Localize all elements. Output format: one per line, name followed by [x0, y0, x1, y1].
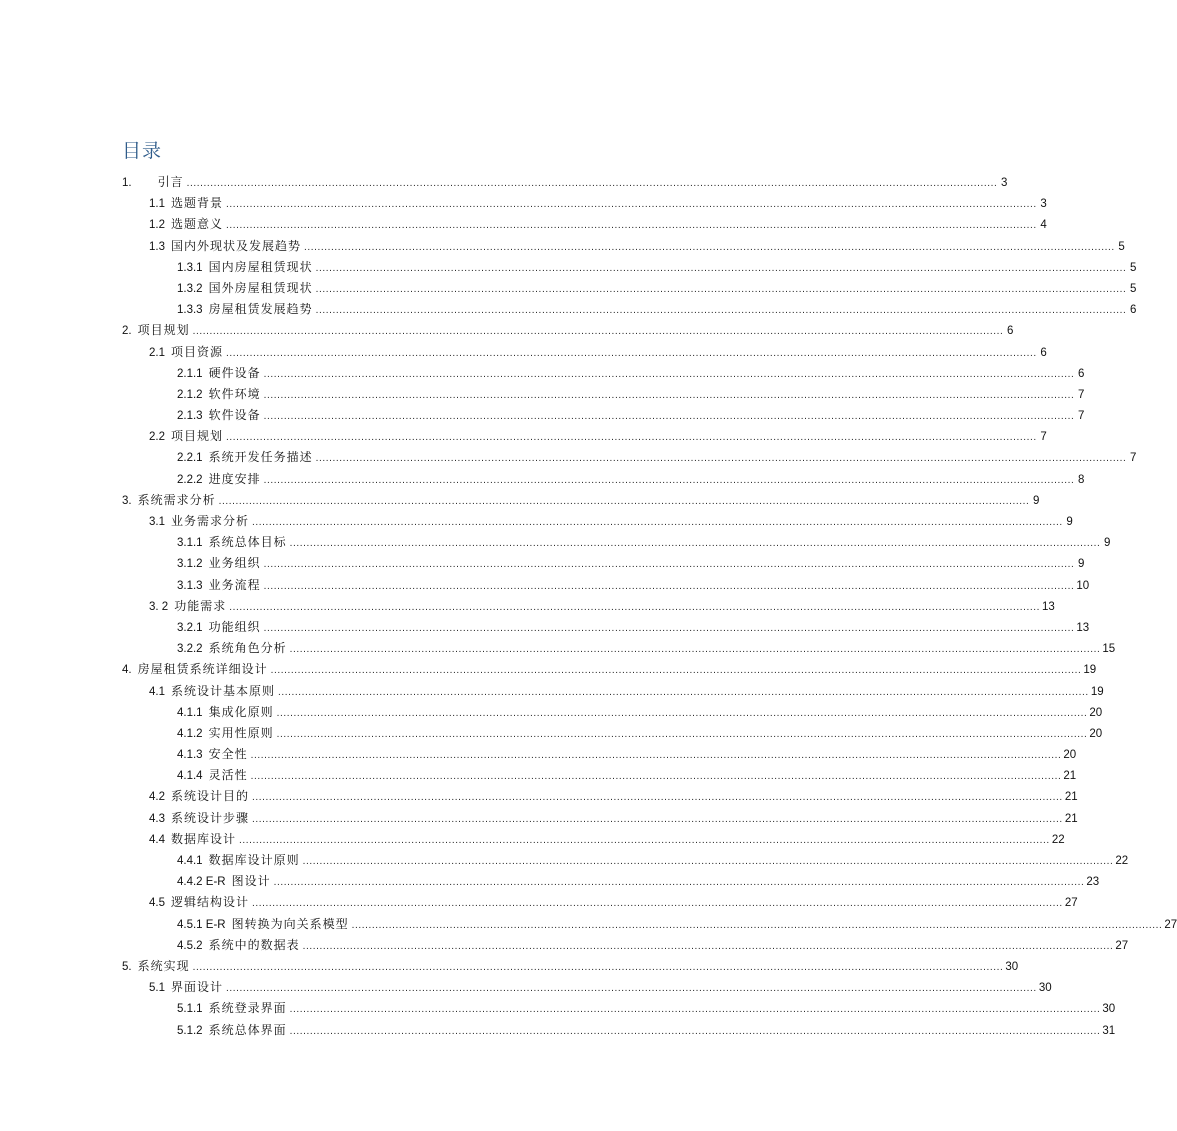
toc-dot-leader: ................................................................................................................................................................................................................................................: [263, 389, 1075, 401]
toc-dot-leader: ................................................................................................................................................................................................................................................: [252, 517, 1063, 528]
toc-dot-leader: ................................................................................................................................................................................................................................................: [252, 792, 1063, 804]
toc-entry-page-number: 3: [1001, 177, 1008, 189]
toc-dot-leader: ................................................................................................................................................................................................................................................: [226, 220, 1037, 232]
toc-entry-page-number: 20: [1089, 727, 1103, 740]
toc-entry-page-number: 22: [1051, 833, 1065, 846]
toc-dot-leader: ................................................................................................................................................................................................................................................: [226, 347, 1037, 359]
toc-dot-leader: ................................................................................................................................................................................................................................................: [315, 262, 1127, 274]
toc-entry-title: 数据库设计原则: [208, 853, 300, 867]
toc-dot-leader: ................................................................................................................................................................................................................................................: [186, 178, 998, 189]
toc-dot-leader: ................................................................................................................................................................................................................................................: [250, 771, 1062, 783]
toc-entry-title: 软件设备: [208, 408, 261, 423]
toc-entry[interactable]: [122, 278, 1137, 299]
toc-entry-page-number: 27: [1164, 918, 1177, 931]
toc-entry-title: 数据库设计: [171, 831, 237, 846]
toc-entry-title: 房屋租赁系统详细设计: [137, 662, 268, 677]
toc-entry-title: 安全性: [208, 747, 248, 762]
toc-entry-title: 国内房屋租赁现状: [208, 259, 313, 274]
toc-title: 目录: [122, 140, 163, 162]
toc-dot-leader: ................................................................................................................................................................................................................................................: [276, 728, 1088, 740]
toc-entry[interactable]: [122, 426, 1047, 447]
toc-entry-page-number: 9: [1077, 558, 1085, 571]
toc-dot-leader: ................................................................................................................................................................................................................................................: [226, 199, 1037, 211]
toc-dot-leader: ................................................................................................................................................................................................................................................: [289, 538, 1101, 550]
toc-dot-leader: ................................................................................................................................................................................................................................................: [302, 856, 1114, 867]
toc-entry-title: 房屋租赁发展趋势: [208, 302, 313, 317]
toc-entry-number: 3. 2: [149, 600, 169, 613]
toc-entry-number: 4.1.4: [177, 770, 203, 783]
toc-entry-page-number: 7: [1077, 388, 1085, 401]
toc-entry[interactable]: [122, 808, 1078, 829]
toc-entry-title: 系统设计目的: [171, 789, 250, 804]
toc-entry-number: 4.1.2: [177, 727, 203, 740]
toc-dot-leader: ................................................................................................................................................................................................................................................: [278, 686, 1089, 698]
toc-entry-page-number: 21: [1063, 770, 1077, 783]
toc-entry-number: 3.1.2: [177, 558, 203, 571]
toc-entry-number: 1.3.1: [177, 261, 203, 274]
toc-dot-leader: ................................................................................................................................................................................................................................................: [351, 919, 1163, 931]
toc-entry-title: 系统设计基本原则: [171, 683, 276, 698]
toc-entry-number: 1.1: [149, 198, 165, 211]
toc-entry-title: 实用性原则: [208, 725, 274, 740]
toc-entry-title: 系统设计步骤: [171, 810, 250, 825]
toc-entry-number: 3.2.2: [177, 643, 203, 656]
toc-entry-number: 5.1.1: [177, 1003, 203, 1016]
toc-entry-title: 系统实现: [137, 958, 190, 973]
toc-entry[interactable]: [122, 935, 1129, 956]
toc-dot-leader: ................................................................................................................................................................................................................................................: [229, 601, 1040, 613]
toc-entry-number: 4.4: [149, 833, 165, 846]
toc-entry-page-number: 22: [1115, 855, 1129, 867]
toc-dot-leader: ................................................................................................................................................................................................................................................: [289, 644, 1101, 656]
toc-entry-page-number: 15: [1102, 643, 1116, 656]
toc-entry-page-number: 13: [1076, 621, 1090, 634]
toc-entry-number: 1.3.3: [177, 304, 203, 317]
toc-entry-title: 软件环境: [208, 386, 261, 401]
toc-dot-leader: ................................................................................................................................................................................................................................................: [263, 411, 1075, 423]
toc-entry[interactable]: [122, 257, 1137, 278]
toc-entry-number: 5.: [122, 960, 132, 973]
toc-entry-page-number: 9: [1066, 516, 1073, 528]
toc-dot-leader: ................................................................................................................................................................................................................................................: [263, 580, 1075, 592]
toc-entry[interactable]: [122, 659, 1097, 680]
toc-entry-number: 1.: [122, 177, 132, 189]
toc-entry[interactable]: [122, 723, 1103, 744]
toc-dot-leader: ................................................................................................................................................................................................................................................: [315, 283, 1127, 295]
toc-dot-leader: ................................................................................................................................................................................................................................................: [289, 1025, 1101, 1037]
toc-entry[interactable]: [122, 850, 1129, 871]
toc-entry[interactable]: [122, 977, 1052, 998]
toc-dot-leader: ................................................................................................................................................................................................................................................: [315, 453, 1127, 465]
toc-entry-page-number: 7: [1129, 452, 1137, 465]
toc-entry-number: 3.1.1: [177, 537, 203, 550]
toc-dot-leader: ................................................................................................................................................................................................................................................: [302, 940, 1114, 952]
toc-entry[interactable]: [122, 299, 1137, 320]
toc-entry[interactable]: [122, 172, 1008, 193]
toc-entry-title: 项目资源: [171, 344, 224, 359]
toc-entry-number: 4.5.2: [177, 939, 203, 952]
toc-entry-page-number: 30: [1005, 960, 1019, 973]
toc-dot-leader: ................................................................................................................................................................................................................................................: [226, 432, 1037, 444]
toc-entry-number: 2.2.2: [177, 473, 203, 486]
toc-entry-number: 3.2.1: [177, 621, 203, 634]
toc-entry[interactable]: [122, 829, 1065, 850]
toc-entry[interactable]: [122, 1020, 1116, 1041]
toc-entry-number: 2.1.1: [177, 367, 203, 380]
toc-dot-leader: ................................................................................................................................................................................................................................................: [239, 834, 1050, 846]
toc-entry-title: 业务组织: [208, 556, 261, 571]
toc-entry[interactable]: [122, 596, 1055, 617]
toc-entry-title: 逻辑结构设计: [171, 895, 250, 910]
toc-entry-page-number: 9: [1103, 537, 1111, 550]
table-of-contents: [122, 172, 1177, 1041]
toc-entry-number: 3.1: [149, 516, 165, 528]
toc-dot-leader: ................................................................................................................................................................................................................................................: [192, 326, 1004, 338]
toc-dot-leader: ................................................................................................................................................................................................................................................: [252, 813, 1063, 825]
toc-entry-title: 界面设计: [171, 980, 224, 995]
toc-entry-number: 2.1.2: [177, 388, 203, 401]
toc-entry[interactable]: [122, 681, 1104, 702]
toc-entry-page-number: 5: [1118, 240, 1125, 253]
toc-entry-number: 3.1.3: [177, 579, 203, 592]
toc-entry-title: 选题意义: [171, 217, 224, 232]
toc-entry-page-number: 13: [1042, 600, 1055, 613]
toc-entry-title: 系统中的数据表: [208, 937, 300, 952]
toc-entry-page-number: 6: [1040, 346, 1047, 359]
toc-entry-number: 4.3: [149, 812, 165, 825]
toc-entry-title: 集成化原则: [208, 704, 274, 719]
toc-entry-title: 选题背景: [171, 196, 224, 211]
toc-entry-number: 2.: [122, 325, 132, 338]
toc-entry-number: 4.5.1 E-R: [177, 918, 226, 931]
toc-entry[interactable]: [122, 447, 1137, 468]
toc-entry-page-number: 30: [1038, 982, 1052, 995]
toc-dot-leader: ................................................................................................................................................................................................................................................: [263, 622, 1075, 634]
toc-entry[interactable]: [122, 871, 1100, 892]
toc-entry-number: 4.: [122, 664, 132, 677]
toc-entry[interactable]: [122, 617, 1090, 638]
toc-entry[interactable]: [122, 490, 1040, 511]
toc-dot-leader: ................................................................................................................................................................................................................................................: [263, 559, 1075, 571]
toc-entry[interactable]: [122, 193, 1047, 214]
toc-entry-page-number: 31: [1102, 1024, 1116, 1037]
toc-entry-page-number: 3: [1040, 198, 1047, 211]
toc-entry-title: 项目规划: [137, 323, 190, 338]
toc-entry[interactable]: [122, 575, 1090, 596]
toc-entry[interactable]: [122, 320, 1014, 341]
toc-entry-page-number: 5: [1129, 261, 1137, 274]
toc-entry[interactable]: [122, 469, 1085, 490]
toc-entry-page-number: 20: [1089, 706, 1103, 719]
toc-entry-number: 2.1: [149, 346, 165, 359]
toc-dot-leader: ................................................................................................................................................................................................................................................: [263, 474, 1075, 486]
toc-entry-number: 1.3: [149, 240, 165, 253]
toc-entry[interactable]: [122, 214, 1047, 235]
toc-entry[interactable]: [122, 405, 1085, 426]
toc-entry-number: 1.3.2: [177, 282, 203, 295]
toc-entry-page-number: 6: [1077, 367, 1085, 380]
toc-entry-number: 4.1: [149, 685, 165, 698]
toc-entry-title: 功能需求: [174, 598, 227, 613]
toc-entry-title: 功能组织: [208, 619, 261, 634]
toc-entry-page-number: 7: [1077, 410, 1085, 423]
toc-entry-title: 硬件设备: [208, 365, 261, 380]
toc-entry-page-number: 27: [1064, 897, 1078, 910]
toc-dot-leader: ................................................................................................................................................................................................................................................: [304, 241, 1115, 253]
toc-entry-title: 灵活性: [208, 768, 248, 783]
toc-entry-title: 国内外现状及发展趋势: [171, 238, 302, 253]
toc-entry-title: 项目规划: [171, 429, 224, 444]
toc-entry-title: 系统角色分析: [208, 641, 287, 656]
toc-entry-number: 2.2.1: [177, 452, 203, 465]
toc-entry-number: 1.2: [149, 219, 165, 232]
toc-dot-leader: ................................................................................................................................................................................................................................................: [276, 707, 1088, 719]
toc-entry-title: 系统登录界面: [208, 1001, 287, 1016]
toc-entry-title: 业务需求分析: [171, 514, 250, 528]
toc-dot-leader: ................................................................................................................................................................................................................................................: [263, 368, 1075, 380]
toc-entry[interactable]: [122, 363, 1085, 384]
toc-dot-leader: ................................................................................................................................................................................................................................................: [270, 665, 1082, 677]
toc-entry-title: 图设计: [231, 874, 271, 889]
toc-entry-page-number: 4: [1040, 219, 1047, 232]
toc-entry-title: 进度安排: [208, 471, 261, 486]
toc-entry-page-number: 5: [1129, 282, 1137, 295]
toc-dot-leader: ................................................................................................................................................................................................................................................: [315, 305, 1127, 317]
toc-entry-title: 系统需求分析: [137, 492, 216, 507]
toc-entry-page-number: 19: [1083, 664, 1097, 677]
toc-entry[interactable]: [122, 892, 1078, 913]
toc-entry-page-number: 27: [1115, 939, 1129, 952]
toc-dot-leader: ................................................................................................................................................................................................................................................: [252, 898, 1063, 910]
toc-entry[interactable]: [122, 511, 1073, 532]
toc-entry-page-number: 21: [1064, 812, 1078, 825]
toc-entry-title: 系统总体目标: [208, 535, 287, 550]
toc-entry-number: 4.4.1: [177, 855, 203, 867]
toc-entry[interactable]: [122, 744, 1077, 765]
toc-entry-number: 4.5: [149, 897, 165, 910]
toc-entry-page-number: 30: [1102, 1003, 1116, 1016]
toc-entry-page-number: 6: [1007, 325, 1014, 338]
toc-entry-page-number: 9: [1033, 494, 1040, 507]
toc-entry-title: 图转换为向关系模型: [231, 916, 349, 931]
toc-entry-title: 国外房屋租赁现状: [208, 280, 313, 295]
toc-entry-page-number: 20: [1063, 749, 1077, 762]
toc-entry-number: 4.1.1: [177, 706, 203, 719]
toc-dot-leader: ................................................................................................................................................................................................................................................: [218, 495, 1030, 507]
toc-dot-leader: ................................................................................................................................................................................................................................................: [289, 1004, 1101, 1016]
toc-entry-number: 4.2: [149, 791, 165, 804]
toc-entry-number: 4.1.3: [177, 749, 203, 762]
toc-entry[interactable]: [122, 914, 1177, 935]
toc-entry-number: 2.1.3: [177, 410, 203, 423]
toc-dot-leader: ................................................................................................................................................................................................................................................: [250, 750, 1062, 762]
toc-entry[interactable]: [122, 638, 1116, 659]
toc-entry-page-number: 21: [1064, 791, 1078, 804]
toc-entry[interactable]: [122, 786, 1078, 807]
toc-entry-number: 2.2: [149, 431, 165, 444]
toc-entry-page-number: 6: [1129, 304, 1137, 317]
toc-entry-number: 3.: [122, 494, 132, 507]
toc-entry[interactable]: [122, 236, 1125, 257]
toc-entry-title: 业务流程: [208, 577, 261, 592]
toc-entry[interactable]: [122, 553, 1085, 574]
toc-entry[interactable]: [122, 998, 1116, 1019]
toc-entry-number: 4.4.2 E-R: [177, 876, 226, 889]
toc-entry[interactable]: [122, 532, 1111, 553]
toc-entry-page-number: 23: [1086, 876, 1100, 889]
toc-entry[interactable]: [122, 956, 1019, 977]
toc-entry[interactable]: [122, 342, 1047, 363]
toc-entry-title: 系统总体界面: [208, 1022, 287, 1037]
toc-entry-number: 5.1.2: [177, 1024, 203, 1037]
toc-dot-leader: ................................................................................................................................................................................................................................................: [192, 961, 1004, 973]
toc-entry-page-number: 10: [1076, 579, 1090, 592]
toc-dot-leader: ................................................................................................................................................................................................................................................: [226, 983, 1037, 995]
toc-entry-title: 引言: [157, 175, 184, 189]
toc-entry-page-number: 8: [1077, 473, 1085, 486]
toc-entry[interactable]: [122, 765, 1077, 786]
toc-entry[interactable]: [122, 702, 1103, 723]
toc-entry[interactable]: [122, 384, 1085, 405]
toc-dot-leader: ................................................................................................................................................................................................................................................: [273, 877, 1085, 889]
toc-entry-page-number: 19: [1090, 685, 1104, 698]
toc-entry-page-number: 7: [1040, 431, 1047, 444]
toc-entry-number: 5.1: [149, 982, 165, 995]
toc-entry-title: 系统开发任务描述: [208, 450, 313, 465]
